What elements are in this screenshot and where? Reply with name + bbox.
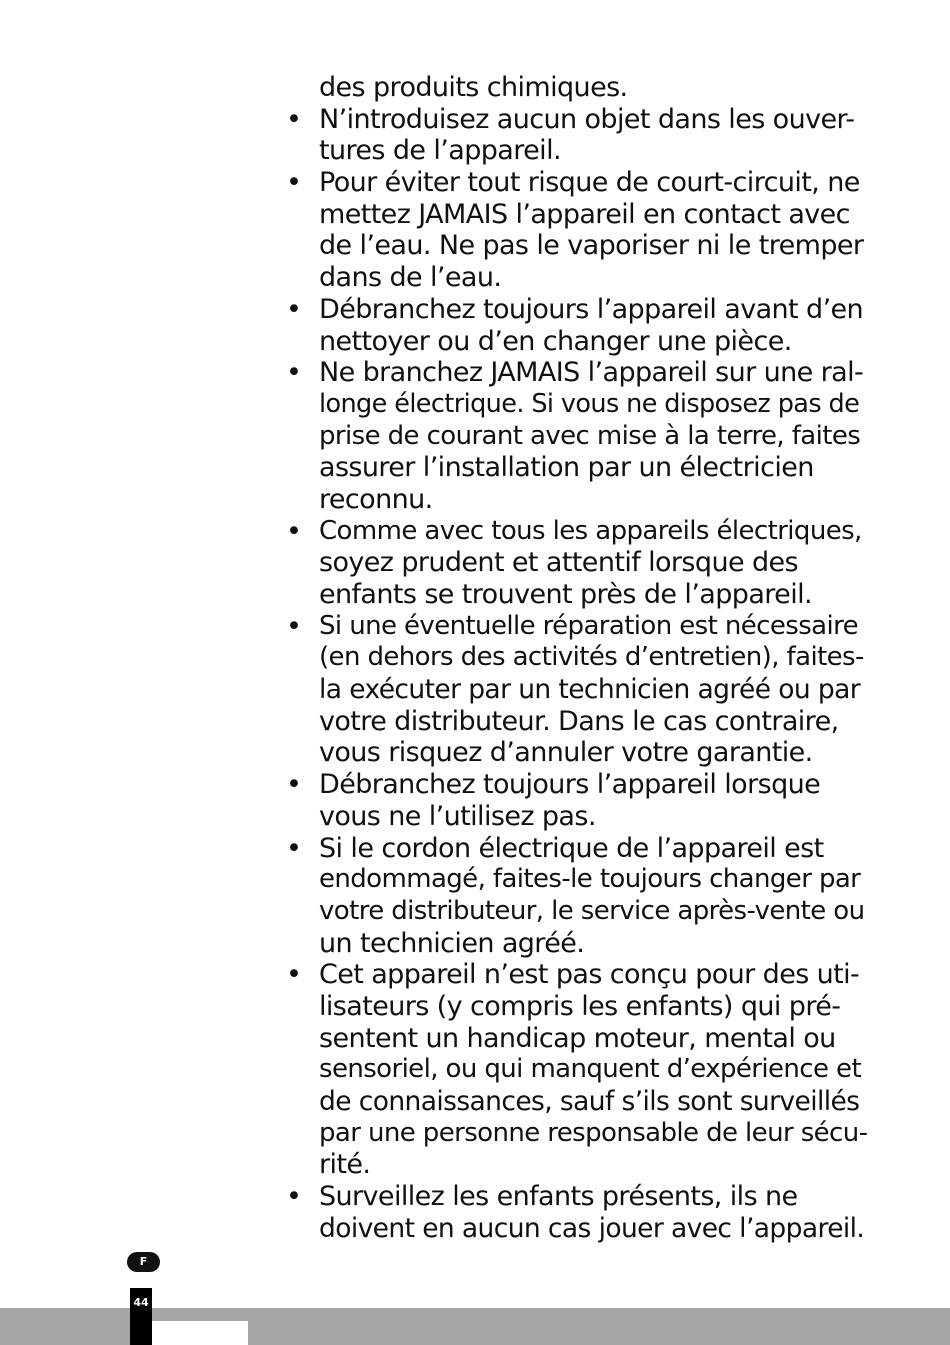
line-text: un technicien agréé. <box>319 927 585 959</box>
text-line <box>284 1118 868 1150</box>
bullet-icon: • <box>286 959 302 991</box>
bullet-item-line <box>284 1181 868 1213</box>
footer-white-strip <box>151 1321 248 1345</box>
bullet-item-line <box>284 167 868 199</box>
bullet-item-line <box>284 769 868 801</box>
line-text: sentent un handicap moteur, mental ou <box>319 1022 836 1054</box>
line-text: enfants se trouvent près de l’appareil. <box>319 579 812 610</box>
page-number: 44 <box>130 1288 152 1345</box>
text-line <box>284 452 868 484</box>
line-text: endommagé, faites-le toujours changer par <box>319 864 861 895</box>
line-text: Si une éventuelle réparation est nécessaire <box>319 610 859 641</box>
line-text: par une personne responsable de leur sécu- <box>319 1117 868 1148</box>
text-line <box>284 1054 868 1086</box>
text-line <box>284 421 868 453</box>
line-text: votre distributeur, le service après-vente ou <box>319 895 865 926</box>
line-text: de connaissances, sauf s’ils sont surveillés <box>319 1086 860 1117</box>
text-line <box>284 1213 868 1245</box>
line-text: reconnu. <box>319 483 433 515</box>
line-text: sensoriel, ou qui manquent d’expérience et <box>319 1054 862 1085</box>
text-line <box>284 72 868 104</box>
text-line <box>284 801 868 833</box>
text-line <box>284 1149 868 1181</box>
bullet-item-line <box>284 516 868 548</box>
line-text: Surveillez les enfants présents, ils ne <box>319 1181 798 1213</box>
text-line <box>284 326 868 358</box>
text-line <box>284 199 868 231</box>
line-text: doivent en aucun cas jouer avec l’appareil. <box>319 1212 865 1244</box>
text-line <box>284 1086 868 1118</box>
bullet-icon: • <box>286 103 302 135</box>
line-text: rité. <box>319 1149 371 1181</box>
instructions-text <box>284 72 868 1244</box>
text-line <box>284 991 868 1023</box>
text-line <box>284 864 868 896</box>
text-line <box>284 262 868 294</box>
bullet-icon: • <box>286 610 302 642</box>
bullet-icon: • <box>286 832 302 864</box>
text-line <box>284 928 868 960</box>
text-line <box>284 547 868 579</box>
line-text: de l’eau. Ne pas le vaporiser ni le tremper <box>319 230 864 262</box>
line-text: tures de l’appareil. <box>319 135 561 167</box>
line-text: Si le cordon électrique de l’appareil est <box>319 832 824 864</box>
line-text: soyez prudent et attentif lorsque des <box>319 547 798 579</box>
text-line <box>284 484 868 516</box>
bullet-item-line <box>284 294 868 326</box>
bullet-icon: • <box>286 293 302 325</box>
text-line <box>284 737 868 769</box>
bullet-item-line <box>284 611 868 643</box>
line-text: Débranchez toujours l’appareil lorsque <box>319 769 821 801</box>
bullet-item-line <box>284 104 868 136</box>
text-line <box>284 389 868 421</box>
line-text: N’introduisez aucun objet dans les ouver- <box>319 103 855 135</box>
line-text: la exécuter par un technicien agréé ou par <box>319 674 861 706</box>
line-text: (en dehors des activités d’entretien), faites- <box>319 642 864 673</box>
bullet-icon: • <box>286 515 302 547</box>
line-text: des produits chimiques. <box>319 72 628 103</box>
text-line <box>284 896 868 928</box>
line-text: dans de l’eau. <box>319 262 502 294</box>
bullet-item-line <box>284 833 868 865</box>
bullet-icon: • <box>286 357 302 389</box>
line-text: prise de courant avec mise à la terre, faites <box>319 420 861 451</box>
language-badge: F <box>127 1252 160 1272</box>
text-line <box>284 1023 868 1055</box>
line-text: longe électrique. Si vous ne disposez pas de <box>319 388 860 419</box>
bullet-icon: • <box>286 769 302 801</box>
line-text: vous risquez d’annuler votre garantie. <box>319 737 813 769</box>
bullet-item-line <box>284 357 868 389</box>
text-line <box>284 706 868 738</box>
text-line <box>284 579 868 611</box>
bullet-icon: • <box>286 1181 302 1213</box>
line-text: Cet appareil n’est pas conçu pour des uti- <box>319 959 860 991</box>
line-text: Débranchez toujours l’appareil avant d’en <box>319 293 864 325</box>
line-text: Ne branchez JAMAIS l’appareil sur une ral- <box>319 357 864 389</box>
text-line <box>284 642 868 674</box>
bullet-icon: • <box>286 167 302 199</box>
text-line <box>284 674 868 706</box>
line-text: vous ne l’utilisez pas. <box>319 800 596 832</box>
text-line <box>284 230 868 262</box>
line-text: Pour éviter tout risque de court-circuit, ne <box>319 167 860 199</box>
bullet-item-line <box>284 959 868 991</box>
line-text: Comme avec tous les appareils électriques, <box>319 515 862 546</box>
line-text: lisateurs (y compris les enfants) qui pré- <box>319 990 841 1022</box>
text-line <box>284 135 868 167</box>
line-text: nettoyer ou d’en changer une pièce. <box>319 325 792 357</box>
line-text: votre distributeur. Dans le cas contraire, <box>319 705 839 737</box>
line-text: assurer l’installation par un électricien <box>319 452 814 484</box>
line-text: mettez JAMAIS l’appareil en contact avec <box>319 198 850 230</box>
